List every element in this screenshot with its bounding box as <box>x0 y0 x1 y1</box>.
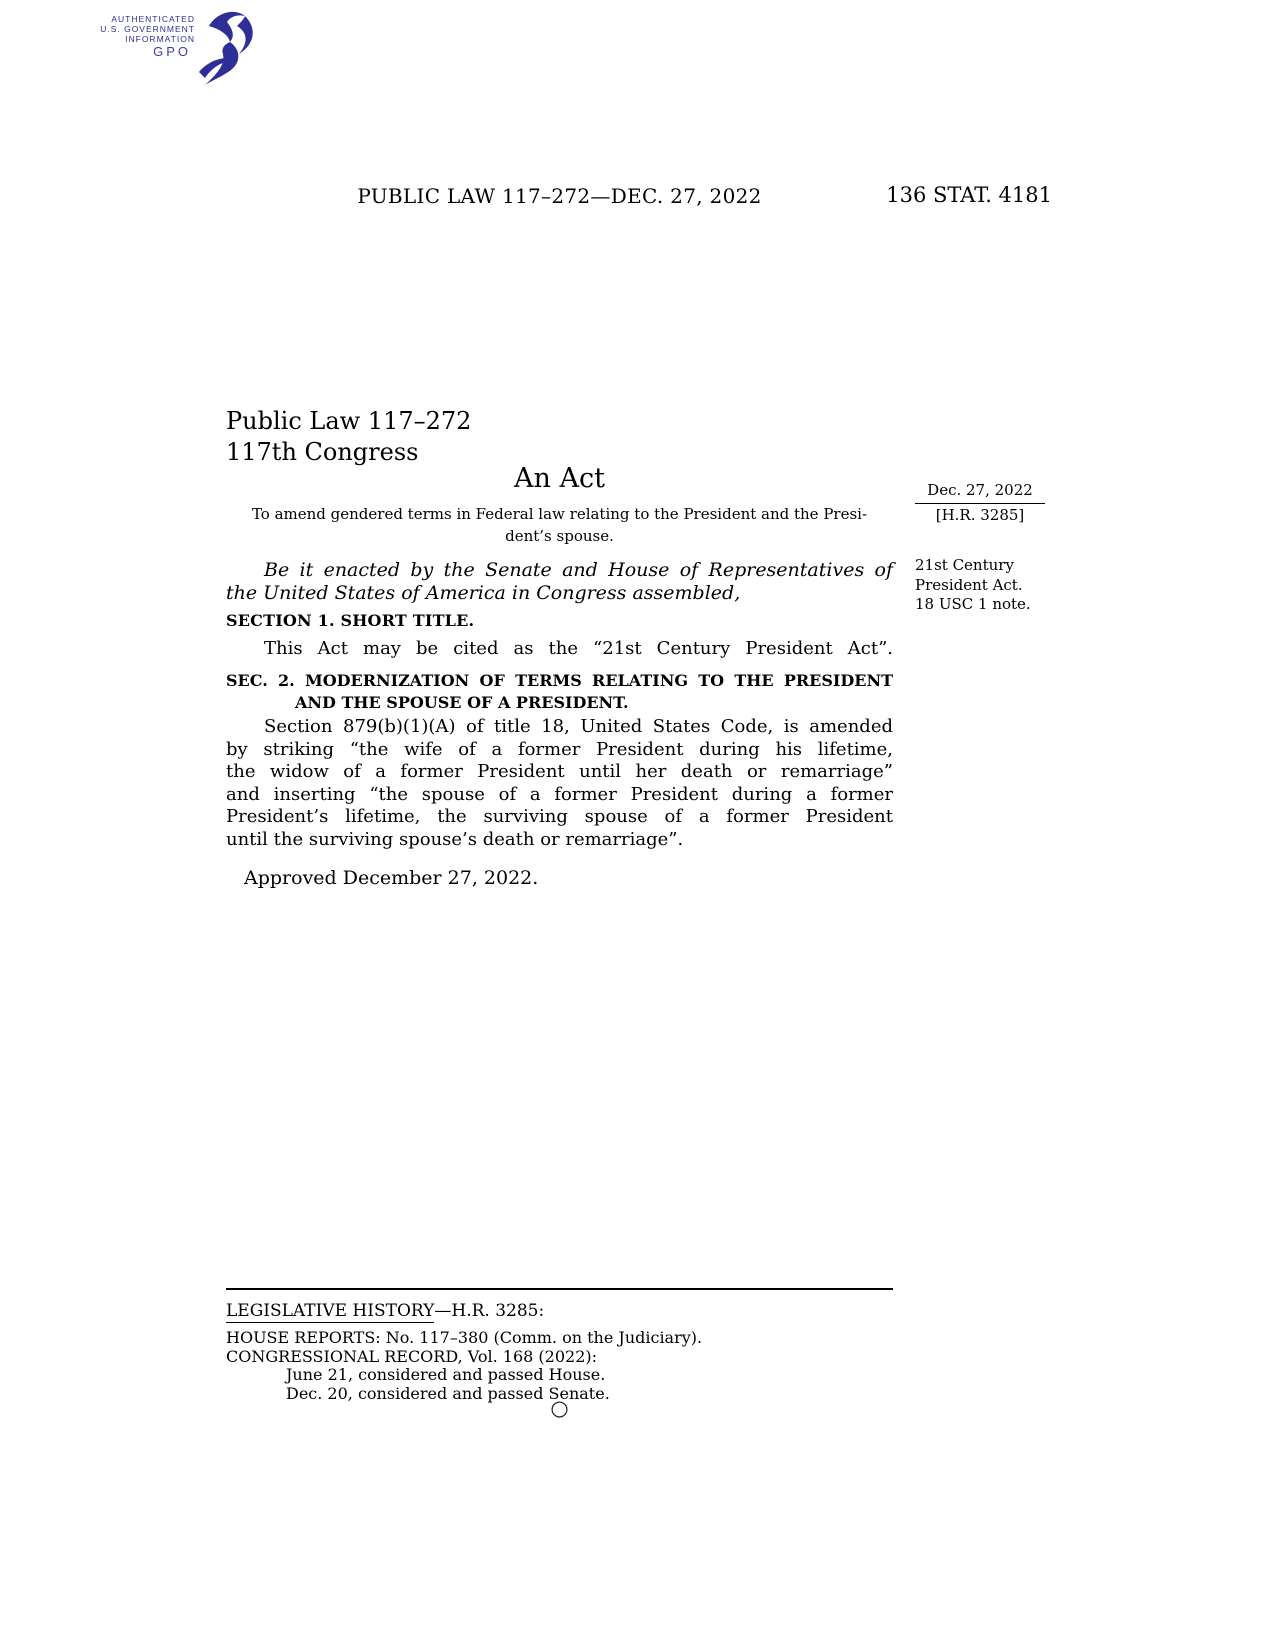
legislative-history-heading-underlined: LEGISLATIVE HISTORY <box>226 1301 435 1321</box>
act-subtitle-line1: To amend gendered terms in Federal law relating to the President and the Presi- <box>251 505 868 523</box>
an-act-label: An Act <box>514 463 605 494</box>
legislative-history-lines <box>226 1329 893 1403</box>
section2-heading-line1: SEC. 2. MODERNIZATION OF TERMS RELATING TO THE PRESIDENT <box>226 671 893 690</box>
section1-body <box>226 638 893 659</box>
section2-heading-line2: AND THE SPOUSE OF A PRESIDENT. <box>295 693 629 712</box>
enacting-clause <box>226 559 893 605</box>
section1-heading: SECTION 1. SHORT TITLE. <box>226 611 475 630</box>
running-header-title: PUBLIC LAW 117–272—DEC. 27, 2022 <box>357 184 762 208</box>
section2-body-line: Section 879(b)(1)(A) of title 18, United States Code, is amended <box>264 716 893 737</box>
act-subtitle-line2: dent’s spouse. <box>505 527 614 545</box>
legislative-history-rule <box>226 1288 893 1290</box>
seal-line-authenticated: AUTHENTICATED <box>111 14 195 24</box>
congressional-record-line: CONGRESSIONAL RECORD, Vol. 168 (2022): <box>226 1346 597 1366</box>
margin-note-short-title-line1: 21st Century <box>915 556 1014 574</box>
congress-number: 117th Congress <box>226 438 419 466</box>
public-law-number: Public Law 117–272 <box>226 407 472 435</box>
margin-note-short-title-line2: President Act. <box>915 575 1023 594</box>
house-reports-line: HOUSE REPORTS: No. 117–380 (Comm. on the Judiciary). <box>226 1328 703 1347</box>
enacting-clause-line1: Be it enacted by the Senate and House of Representatives of <box>264 559 893 581</box>
act-subtitle <box>226 503 893 547</box>
legislative-history-heading <box>226 1301 893 1321</box>
enacting-clause-line2: the United States of America in Congress assembled, <box>226 582 741 604</box>
section2-body-line: and inserting “the spouse of a former President during a former <box>226 783 893 805</box>
running-header-stat-page: 136 STAT. 4181 <box>886 183 1052 207</box>
law-heading <box>226 406 471 468</box>
section2-heading <box>226 670 893 714</box>
record-senate-line: Dec. 20, considered and passed Senate. <box>286 1383 610 1403</box>
margin-note-short-title <box>915 556 1055 615</box>
seal-line-information: INFORMATION <box>125 34 195 44</box>
gpo-eagle-icon <box>197 8 259 90</box>
gpo-label: GPO <box>153 44 191 59</box>
margin-note-bill: [H.R. 3285] <box>935 506 1025 524</box>
legislative-history-heading-rest: —H.R. 3285: <box>434 1301 545 1321</box>
section2-body-line: by striking “the wife of a former President during his lifetime, <box>226 738 893 760</box>
approval-line: Approved December 27, 2022. <box>244 867 539 889</box>
end-of-law-mark: ○ <box>550 1396 569 1420</box>
gpo-seal-text <box>95 8 195 57</box>
margin-note-date: Dec. 27, 2022 <box>927 481 1033 499</box>
seal-line-government: U.S. GOVERNMENT <box>100 24 195 34</box>
margin-note-divider <box>915 503 1045 504</box>
margin-note-date-block <box>915 481 1045 525</box>
legislative-history <box>226 1288 893 1403</box>
gpo-seal <box>95 8 259 90</box>
section2-body <box>226 716 893 851</box>
section2-body-line: the widow of a former President until her death or remarriage” <box>226 761 893 782</box>
section2-body-line: President’s lifetime, the surviving spouse of a former President <box>226 806 893 827</box>
record-house-line: June 21, considered and passed House. <box>286 1365 606 1384</box>
margin-note-usc-note: 18 USC 1 note. <box>915 595 1031 613</box>
section2-body-line: until the surviving spouse’s death or remarriage”. <box>226 828 684 850</box>
section1-body-text: This Act may be cited as the “21st Century President Act”. <box>264 638 893 659</box>
